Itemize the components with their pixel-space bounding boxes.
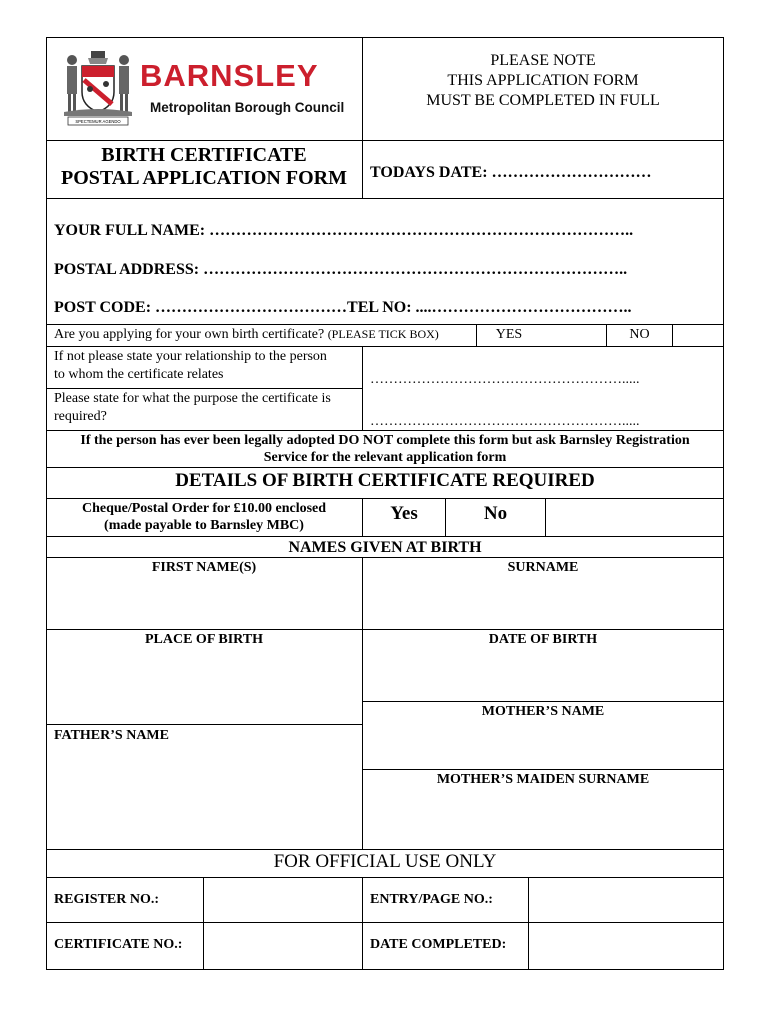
place-of-birth-label: PLACE OF BIRTH bbox=[144, 632, 263, 647]
logo-name: BARNSLEY bbox=[140, 58, 319, 93]
own-cert-no-checkbox[interactable] bbox=[673, 325, 723, 346]
relationship-label-1: If not please state your relationship to the person bbox=[54, 349, 327, 364]
register-no-label: REGISTER NO.: bbox=[54, 892, 160, 907]
certificate-no-label: CERTIFICATE NO.: bbox=[54, 937, 183, 952]
date-completed-label: DATE COMPLETED: bbox=[370, 937, 507, 952]
entry-page-no-label: ENTRY/PAGE NO.: bbox=[370, 892, 493, 907]
full-name-field[interactable]: YOUR FULL NAME: …………………………………………………………………….. bbox=[54, 222, 634, 239]
place-of-birth-field[interactable] bbox=[47, 650, 362, 724]
date-completed-field[interactable] bbox=[529, 923, 723, 969]
mothers-maiden-label: MOTHER’S MAIDEN SURNAME bbox=[436, 772, 650, 787]
tick-box-note: (PLEASE TICK BOX) bbox=[327, 327, 439, 341]
adoption-notice-2: Service for the relevant application form bbox=[263, 450, 507, 465]
surname-field[interactable] bbox=[363, 578, 723, 629]
mothers-name-field[interactable] bbox=[363, 722, 723, 769]
council-logo bbox=[62, 46, 352, 132]
surname-label: SURNAME bbox=[507, 560, 579, 575]
relationship-label-2: to whom the certificate relates bbox=[54, 367, 224, 382]
mothers-maiden-field[interactable] bbox=[363, 790, 723, 849]
cheque-label-2: (made payable to Barnsley MBC) bbox=[104, 518, 304, 533]
entry-page-no-field[interactable] bbox=[529, 878, 723, 922]
own-cert-yes-checkbox[interactable] bbox=[541, 325, 606, 346]
note-line-3: MUST BE COMPLETED IN FULL bbox=[426, 92, 660, 109]
date-of-birth-field[interactable] bbox=[363, 650, 723, 701]
certificate-no-field[interactable] bbox=[204, 923, 362, 969]
todays-date-field[interactable]: TODAYS DATE: ………………………… bbox=[370, 164, 652, 181]
note-line-2: THIS APPLICATION FORM bbox=[447, 72, 639, 89]
own-certificate-text: Are you applying for your own birth certificate? bbox=[54, 327, 325, 342]
date-of-birth-label: DATE OF BIRTH bbox=[488, 632, 598, 647]
details-heading: DETAILS OF BIRTH CERTIFICATE REQUIRED bbox=[175, 470, 595, 491]
relationship-field[interactable]: ………………………………………………..... bbox=[370, 372, 640, 387]
svg-text:SPECTEMUR AGENDO: SPECTEMUR AGENDO bbox=[75, 119, 121, 124]
own-certificate-question bbox=[54, 327, 439, 343]
names-heading: NAMES GIVEN AT BIRTH bbox=[288, 539, 482, 556]
form-title-line-1: BIRTH CERTIFICATE bbox=[101, 144, 307, 166]
post-code-tel-field[interactable]: POST CODE: ………………………………TEL NO: ....……………………………….. bbox=[54, 299, 632, 316]
cheque-no-option[interactable]: No bbox=[483, 503, 508, 524]
own-cert-no-label: NO bbox=[629, 327, 650, 342]
purpose-label-2: required? bbox=[54, 409, 107, 424]
cheque-label-1: Cheque/Postal Order for £10.00 enclosed bbox=[81, 501, 327, 516]
purpose-field[interactable]: ………………………………………………..... bbox=[370, 414, 640, 429]
official-use-heading: FOR OFFICIAL USE ONLY bbox=[273, 851, 497, 872]
coat-of-arms-icon bbox=[62, 48, 134, 126]
postal-address-field[interactable]: POSTAL ADDRESS: …………………………………………………………………….. bbox=[54, 261, 628, 278]
purpose-label-1: Please state for what the purpose the certificate is bbox=[54, 391, 331, 406]
adoption-notice-1: If the person has ever been legally adopted DO NOT complete this form but ask Barnsley Registration bbox=[80, 433, 690, 448]
fathers-name-label: FATHER’S NAME bbox=[54, 728, 169, 743]
cheque-tick-box[interactable] bbox=[546, 499, 723, 536]
first-names-field[interactable] bbox=[47, 578, 362, 629]
logo-subtitle: Metropolitan Borough Council bbox=[150, 100, 345, 115]
form-title-line-2: POSTAL APPLICATION FORM bbox=[61, 167, 347, 189]
own-cert-yes-label: YES bbox=[495, 327, 523, 342]
cheque-yes-option[interactable]: Yes bbox=[390, 503, 418, 524]
fathers-name-field[interactable] bbox=[47, 746, 362, 849]
first-names-label: FIRST NAME(S) bbox=[151, 560, 257, 575]
note-line-1: PLEASE NOTE bbox=[490, 52, 596, 69]
mothers-name-label: MOTHER’S NAME bbox=[481, 704, 605, 719]
register-no-field[interactable] bbox=[204, 878, 362, 922]
